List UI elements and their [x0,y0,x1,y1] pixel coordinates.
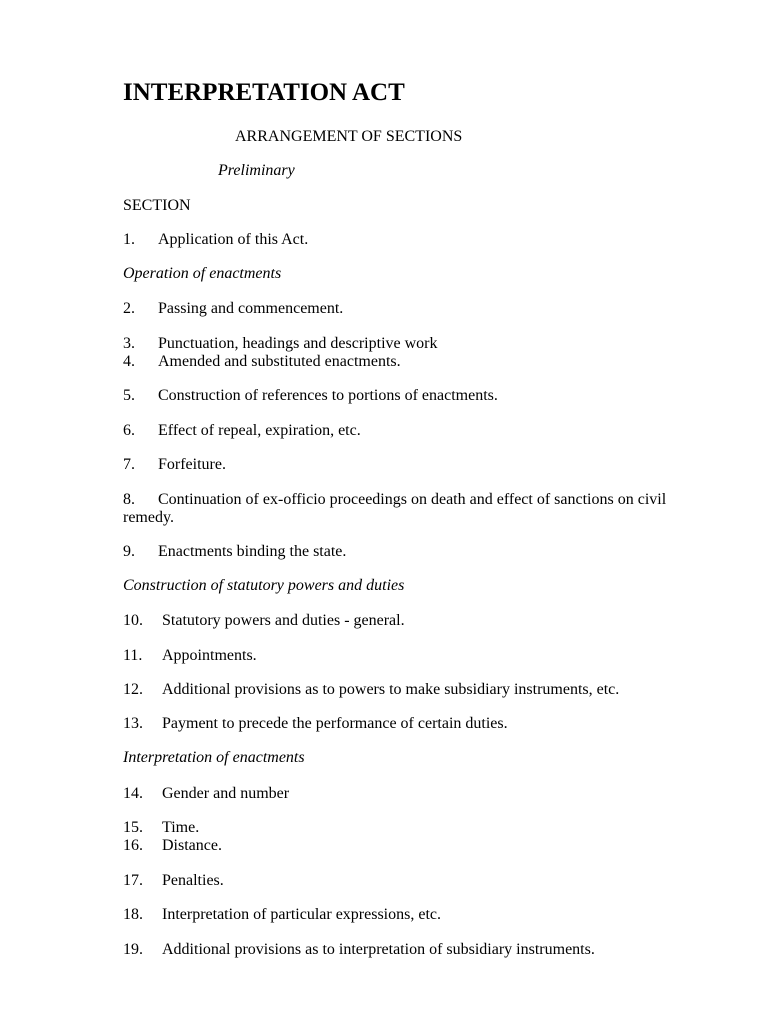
section-number: 16. [123,837,143,854]
section-number: 14. [123,785,143,802]
preliminary-heading: Preliminary [218,162,295,179]
section-number: 18. [123,906,143,923]
section-title: Additional provisions as to interpretation of subsidiary instruments. [162,941,595,958]
arrangement-heading: ARRANGEMENT OF SECTIONS [235,128,463,145]
section-title: Continuation of ex-officio proceedings on death and effect of sanctions on civil [158,491,667,508]
section-number: 6. [123,422,135,439]
section-title: Effect of repeal, expiration, etc. [158,422,361,439]
group-heading-construction: Construction of statutory powers and duties [123,577,405,594]
section-title: Penalties. [162,872,224,889]
section-title: Payment to precede the performance of certain duties. [162,715,508,732]
section-number: 11. [123,647,143,664]
section-number: 4. [123,353,135,370]
section-title: Gender and number [162,785,290,802]
section-title: Forfeiture. [158,456,226,473]
section-title: Enactments binding the state. [158,543,347,560]
section-number: 12. [123,681,143,698]
section-title: Time. [162,819,200,836]
section-title-continuation: remedy. [123,509,174,526]
section-number: 3. [123,335,135,352]
section-title: Passing and commencement. [158,300,344,317]
section-number: 1. [123,231,135,248]
section-label: SECTION [123,197,191,214]
section-title: Amended and substituted enactments. [158,353,401,370]
section-title: Punctuation, headings and descriptive work [158,335,438,352]
document-title: INTERPRETATION ACT [123,79,405,106]
group-heading-operation: Operation of enactments [123,265,282,282]
section-number: 10. [123,612,143,629]
section-number: 9. [123,543,135,560]
section-number: 7. [123,456,135,473]
section-title: Statutory powers and duties - general. [162,612,405,629]
section-title: Application of this Act. [158,231,309,248]
section-title: Interpretation of particular expressions, etc. [162,906,441,923]
group-heading-interpretation: Interpretation of enactments [123,749,305,766]
section-number: 2. [123,300,135,317]
section-title: Construction of references to portions of enactments. [158,387,498,404]
section-number: 15. [123,819,143,836]
section-number: 5. [123,387,135,404]
section-title: Distance. [162,837,222,854]
section-number: 19. [123,941,143,958]
section-title: Additional provisions as to powers to make subsidiary instruments, etc. [162,681,620,698]
section-number: 13. [123,715,143,732]
section-number: 8. [123,491,135,508]
section-title: Appointments. [162,647,257,664]
section-number: 17. [123,872,143,889]
